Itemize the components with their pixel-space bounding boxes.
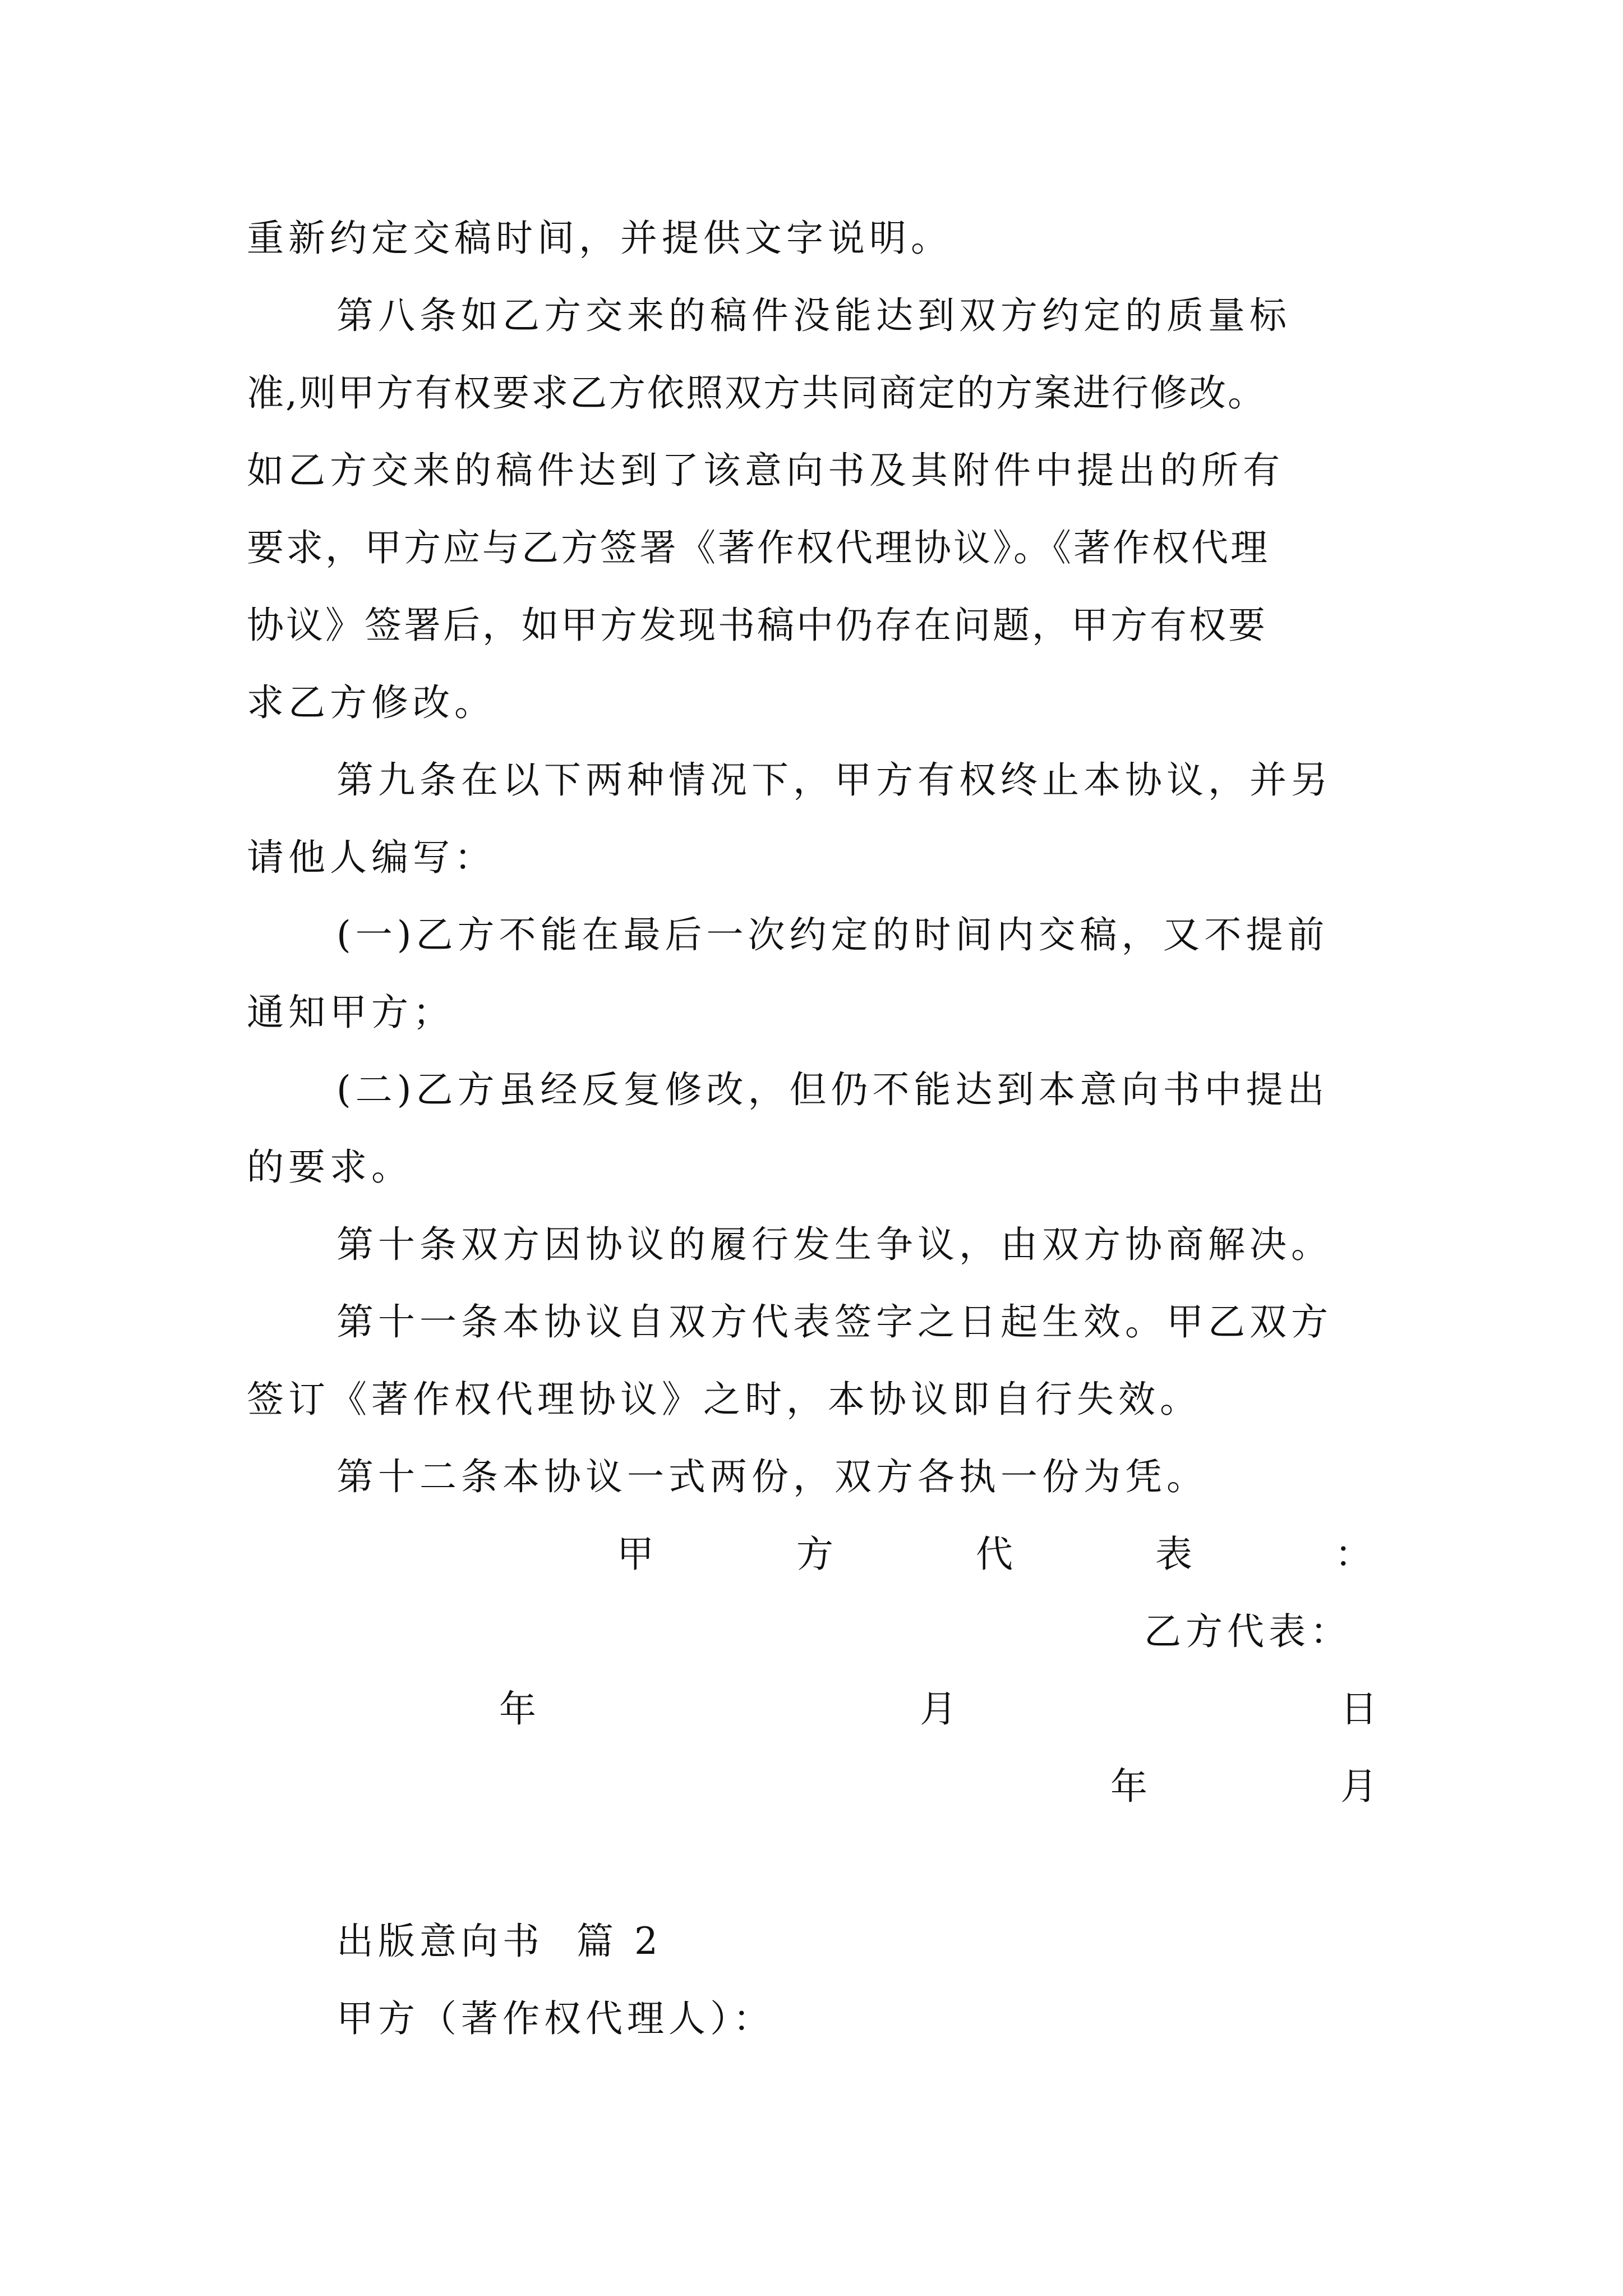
text-line: 重新约定交稿时间，并提供文字说明。 <box>247 217 952 260</box>
date-year: 年 <box>1110 1765 1152 1808</box>
party-a-rep-char: ： <box>1335 1533 1376 1576</box>
text-line: 第九条在以下两种情况下，甲方有权终止本协议，并另 <box>336 758 1332 802</box>
party-b-rep-label: 乙方代表： <box>1144 1610 1352 1653</box>
text-line: 通知甲方； <box>247 991 454 1034</box>
text-line: 第十二条本协议一式两份，双方各执一份为凭。 <box>336 1455 1208 1498</box>
date-month: 月 <box>920 1687 961 1731</box>
party-a-line: 甲方（著作权代理人）： <box>336 1997 774 2040</box>
text-line: (二)乙方虽经反复修改，但仍不能达到本意向书中提出 <box>336 1068 1329 1111</box>
text-line: 签订《著作权代理协议》之时，本协议即自行失效。 <box>247 1378 1201 1421</box>
text-line: 如乙方交来的稿件达到了该意向书及其附件中提出的所有 <box>247 449 1284 492</box>
party-a-rep-char: 代 <box>976 1533 1017 1576</box>
text-line: 请他人编写： <box>247 836 496 879</box>
party-a-rep-char: 表 <box>1155 1533 1197 1576</box>
party-a-rep-char: 甲 <box>617 1533 658 1576</box>
text-line: 求乙方修改。 <box>247 681 496 724</box>
section-title: 出版意向书 篇 2 <box>336 1920 662 1963</box>
party-a-rep-char: 方 <box>796 1533 838 1576</box>
text-line: 第八条如乙方交来的稿件没能达到双方约定的质量标 <box>336 294 1291 337</box>
text-line: 第十条双方因协议的履行发生争议，由双方协商解决。 <box>336 1223 1332 1266</box>
text-line: 要求，甲方应与乙方签署《著作权代理协议》。《著作权代理 <box>247 526 1270 569</box>
text-line: 准,则甲方有权要求乙方依照双方共同商定的方案进行修改。 <box>247 371 1266 415</box>
text-line: 第十一条本协议自双方代表签字之日起生效。甲乙双方 <box>336 1300 1332 1343</box>
date-month: 月 <box>1340 1765 1382 1808</box>
date-day: 日 <box>1340 1687 1382 1731</box>
text-line: (一)乙方不能在最后一次约定的时间内交稿，又不提前 <box>336 913 1329 956</box>
text-line: 协议》签署后，如甲方发现书稿中仍存在问题，甲方有权要 <box>247 604 1267 647</box>
date-year: 年 <box>499 1687 541 1731</box>
text-line: 的要求。 <box>247 1145 413 1189</box>
